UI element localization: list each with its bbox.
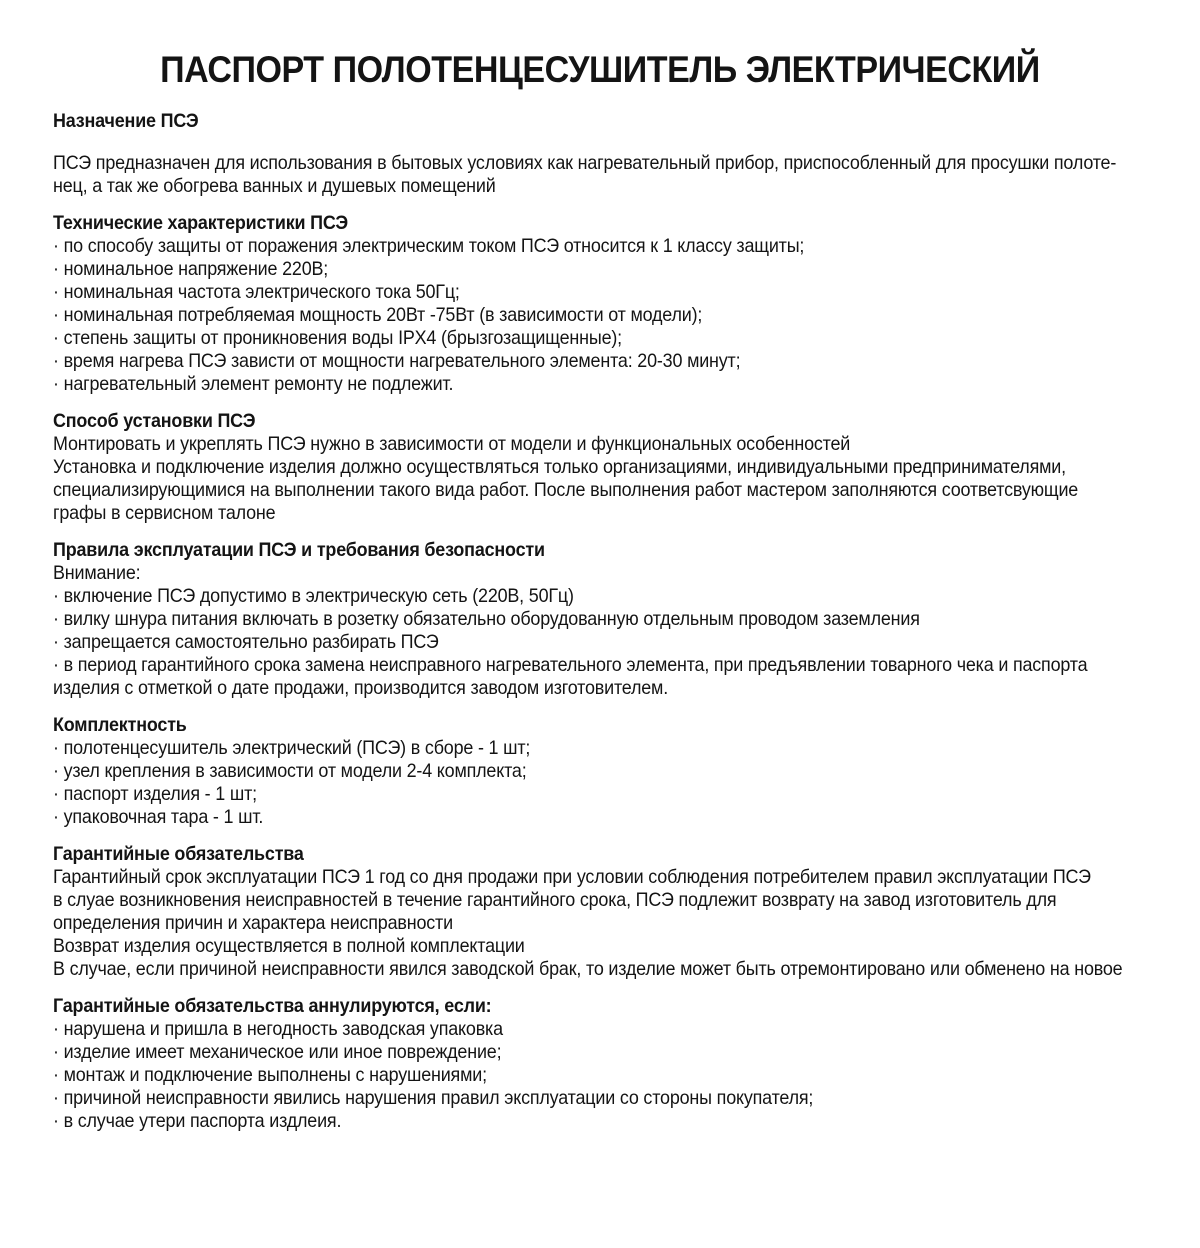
text-line: · узел крепления в зависимости от модели 2-4 комплекта; xyxy=(53,760,527,782)
section-komplektnost xyxy=(53,714,1147,829)
heading-gap xyxy=(53,133,1147,152)
text-line: · изделие имеет механическое или иное повреждение; xyxy=(53,1041,502,1063)
text-line: · номинальная потребляемая мощность 20Вт -75Вт (в зависимости от модели); xyxy=(53,304,703,326)
text-line: · монтаж и подключение выполнены с нарушениями; xyxy=(53,1064,487,1086)
text-line: определения причин и характера неисправности xyxy=(53,912,453,934)
text-line: · по способу защиты от поражения электрическим током ПСЭ относится к 1 классу защиты; xyxy=(53,235,805,257)
text-line: Гарантийный срок эксплуатации ПСЭ 1 год со дня продажи при условии соблюдения потребителем правил эксплуатации ПСЭ xyxy=(53,866,1091,888)
document-title: ПАСПОРТ ПОЛОТЕНЦЕСУШИТЕЛЬ ЭЛЕКТРИЧЕСКИЙ xyxy=(160,49,1040,90)
text-line: в слуае возникновения неисправностей в течение гарантийного срока, ПСЭ подлежит возврату на завод изготовитель для xyxy=(53,889,1057,911)
section-heading: Гарантийные обязательства xyxy=(53,843,304,865)
text-line: · паспорт изделия - 1 шт; xyxy=(53,783,257,805)
text-line: · время нагрева ПСЭ зависти от мощности нагревательного элемента: 20-30 минут; xyxy=(53,350,741,372)
text-line: В случае, если причиной неисправности явился заводской брак, то изделие может быть отремонтировано или обменено на новое xyxy=(53,958,1123,980)
text-line: · нагревательный элемент ремонту не подлежит. xyxy=(53,373,454,395)
section-heading: Гарантийные обязательства аннулируются, если: xyxy=(53,995,492,1017)
text-line: · номинальное напряжение 220В; xyxy=(53,258,329,280)
text-line: · номинальная частота электрического тока 50Гц; xyxy=(53,281,460,303)
text-line: Внимание: xyxy=(53,562,141,584)
section-garantiynye-obyazatelstva xyxy=(53,843,1147,981)
section-heading: Способ установки ПСЭ xyxy=(53,410,256,432)
text-line: · упаковочная тара - 1 шт. xyxy=(53,806,264,828)
text-line: · в случае утери паспорта издлеия. xyxy=(53,1110,342,1132)
text-line: Установка и подключение изделия должно осуществляться только организациями, индивидуальными предпринимателями, xyxy=(53,456,1066,478)
text-line: · причиной неисправности явились нарушения правил эксплуатации со стороны покупателя; xyxy=(53,1087,814,1109)
text-line: · нарушена и пришла в негодность заводская упаковка xyxy=(53,1018,503,1040)
text-line: нец, а так же обогрева ванных и душевых помещений xyxy=(53,175,496,197)
text-line: Монтировать и укреплять ПСЭ нужно в зависимости от модели и функциональных особенностей xyxy=(53,433,851,455)
section-heading: Технические характеристики ПСЭ xyxy=(53,212,349,234)
section-heading: Комплектность xyxy=(53,714,187,736)
section-garantiya-annuliruetsya xyxy=(53,995,1147,1133)
text-line: · запрещается самостоятельно разбирать ПСЭ xyxy=(53,631,439,653)
text-line: · вилку шнура питания включать в розетку обязательно оборудованную отдельным проводом заземления xyxy=(53,608,920,630)
text-line: ПСЭ предназначен для использования в бытовых условиях как нагревательный прибор, приспособленный для просушки полоте- xyxy=(53,152,1117,174)
text-line: · полотенцесушитель электрический (ПСЭ) в сборе - 1 шт; xyxy=(53,737,531,759)
section-heading: Назначение ПСЭ xyxy=(53,110,199,132)
text-line: · степень защиты от проникновения воды IPX4 (брызгозащищенные); xyxy=(53,327,622,349)
document-page xyxy=(53,48,1147,1133)
text-line: специализирующимися на выполнении такого вида работ. После выполнения работ мастером заполняются соответсвующие xyxy=(53,479,1079,501)
text-line: · включение ПСЭ допустимо в электрическую сеть (220В, 50Гц) xyxy=(53,585,574,607)
text-line: · в период гарантийного срока замена неисправного нагревательного элемента, при предъявлении товарного чека и паспорта xyxy=(53,654,1088,676)
section-pravila-ekspluatacii xyxy=(53,539,1147,700)
section-naznachenie xyxy=(53,110,1147,198)
section-heading: Правила эксплуатации ПСЭ и требования безопасности xyxy=(53,539,545,561)
section-tehnicheskie-harakteristiki xyxy=(53,212,1147,396)
text-line: Возврат изделия осуществляется в полной комплектации xyxy=(53,935,525,957)
section-sposob-ustanovki xyxy=(53,410,1147,525)
document-body xyxy=(53,110,1147,1133)
text-line: графы в сервисном талоне xyxy=(53,502,276,524)
text-line: изделия с отметкой о дате продажи, производится заводом изготовителем. xyxy=(53,677,669,699)
